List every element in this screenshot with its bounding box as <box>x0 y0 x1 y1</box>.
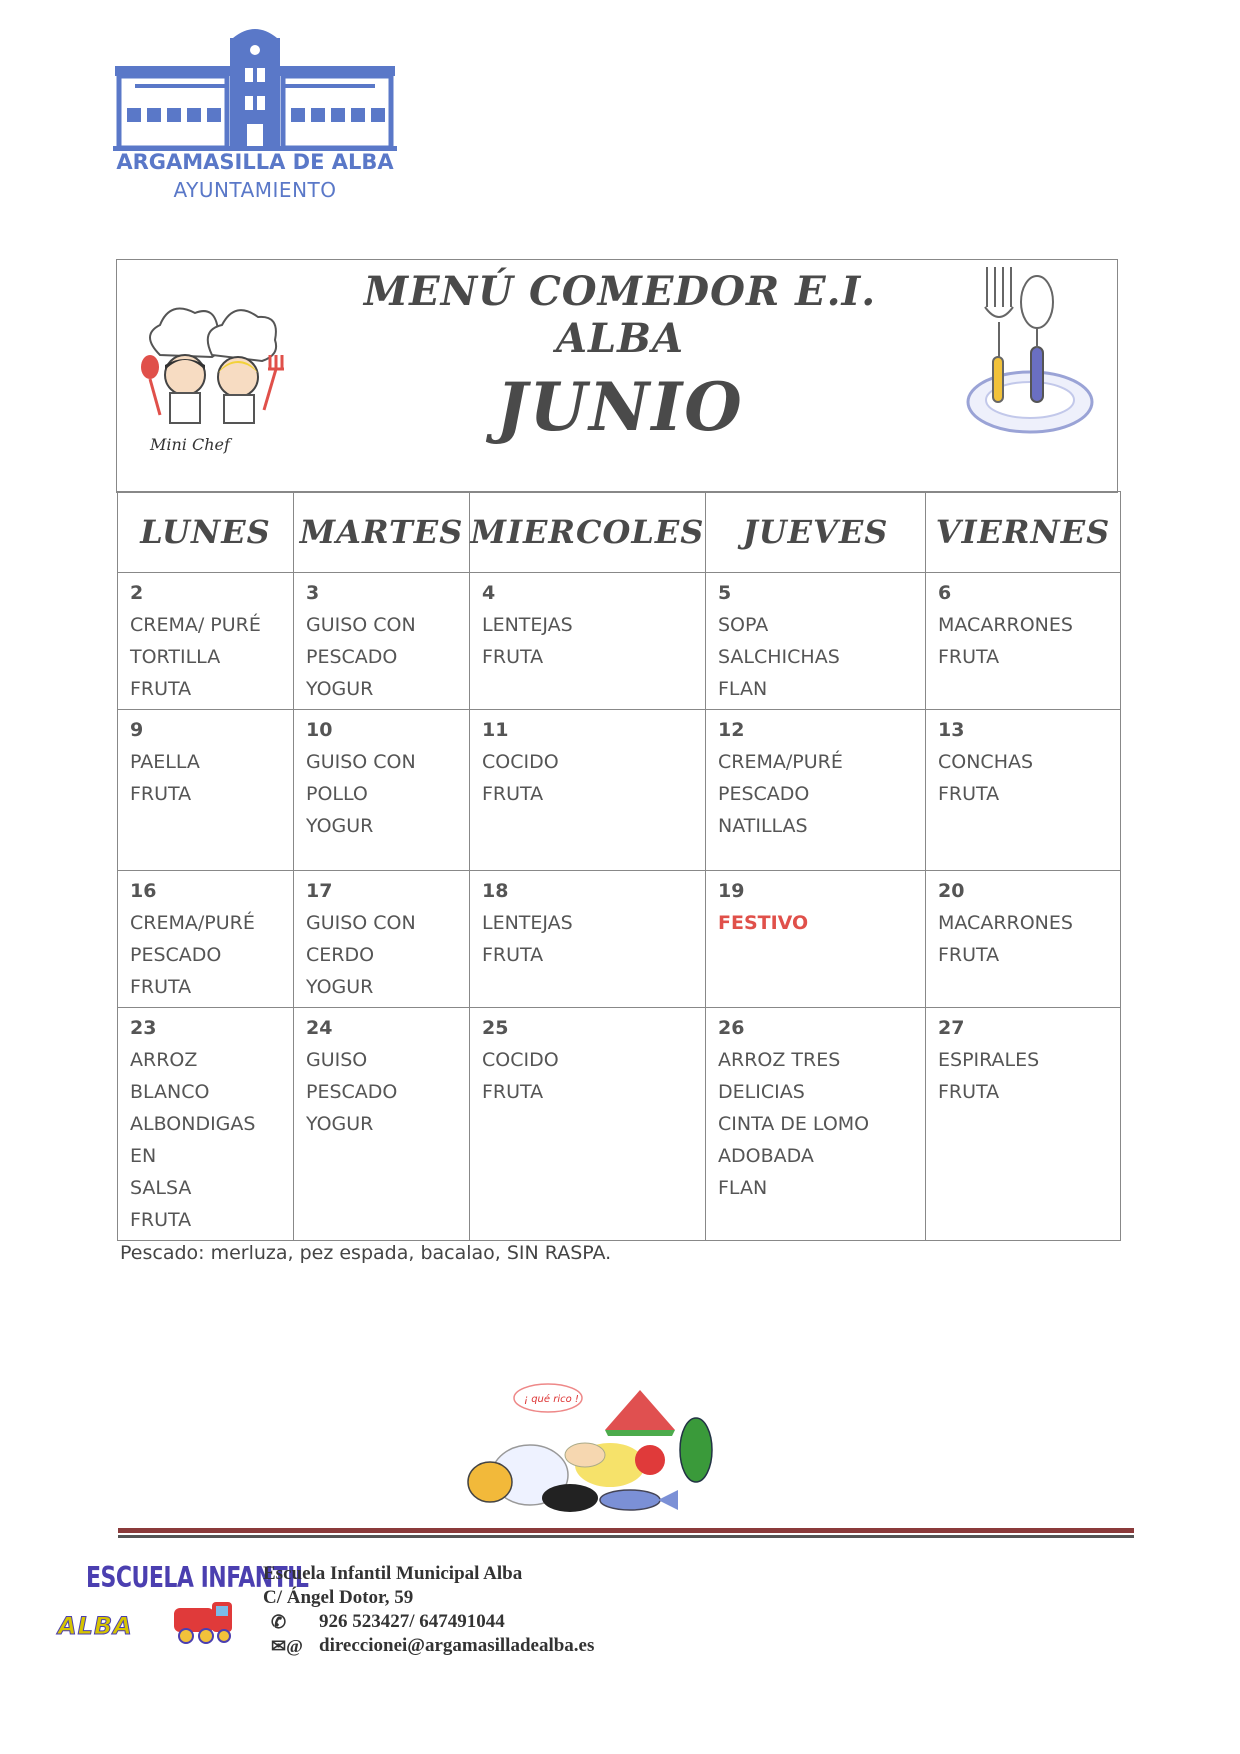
menu-item: YOGUR <box>306 1113 374 1135</box>
day-number: 25 <box>482 1017 509 1039</box>
day-number: 17 <box>306 880 333 902</box>
phone-number: 926 523427/ 647491044 <box>319 1611 505 1632</box>
day-cell <box>926 573 1120 677</box>
week-row <box>118 1008 1121 1241</box>
mini-chef-caption: Mini Chef <box>150 435 230 454</box>
day-number: 18 <box>482 880 509 902</box>
day-cell <box>470 1008 705 1112</box>
menu-item: MACARRONES <box>938 614 1073 636</box>
day-number: 24 <box>306 1017 333 1039</box>
menu-item: YOGUR <box>306 976 374 998</box>
day-number: 27 <box>938 1017 965 1039</box>
menu-item: CERDO <box>306 944 375 966</box>
day-number: 13 <box>938 719 965 741</box>
menu-item: YOGUR <box>306 678 374 700</box>
menu-item: POLLO <box>306 783 368 805</box>
school-address: C/ Ángel Dotor, 59 <box>263 1587 414 1608</box>
day-cell <box>926 871 1120 975</box>
weekday-header: MIERCOLES <box>470 492 706 573</box>
school-logo-alba: ALBA <box>58 1612 133 1640</box>
menu-item: YOGUR <box>306 815 374 837</box>
menu-title: MENÚ COMEDOR E.I. ALBA <box>363 268 877 362</box>
day-number: 11 <box>482 719 509 741</box>
footer-divider <box>118 1535 1134 1538</box>
day-cell <box>294 573 469 709</box>
menu-item: CONCHAS <box>938 751 1034 773</box>
day-cell <box>926 710 1120 814</box>
day-cell <box>118 573 293 709</box>
day-cell <box>706 710 925 846</box>
menu-item: COCIDO <box>482 1049 559 1071</box>
day-cell <box>294 1008 469 1144</box>
menu-item: LENTEJAS <box>482 912 573 934</box>
day-number: 20 <box>938 880 965 902</box>
org-name: ARGAMASILLA DE ALBA <box>116 150 394 174</box>
menu-item: ALBONDIGAS EN <box>130 1113 256 1167</box>
menu-item: PESCADO <box>718 783 810 805</box>
menu-item: MACARRONES <box>938 912 1073 934</box>
phone-row <box>263 1610 594 1634</box>
menu-item: FRUTA <box>938 944 1000 966</box>
menu-item: FRUTA <box>130 976 192 998</box>
menu-item: FLAN <box>718 1177 768 1199</box>
menu-item: ESPIRALES <box>938 1049 1040 1071</box>
day-cell <box>470 573 705 677</box>
day-number: 9 <box>130 719 144 741</box>
menu-item: DELICIAS <box>718 1081 805 1103</box>
day-number: 4 <box>482 582 496 604</box>
email-row <box>263 1634 594 1658</box>
day-cell <box>118 710 293 814</box>
fork-spoon-plate-icon <box>955 262 1095 442</box>
day-number: 2 <box>130 582 144 604</box>
weekday-header: VIERNES <box>926 492 1121 573</box>
menu-item: NATILLAS <box>718 815 808 837</box>
menu-item: SOPA <box>718 614 769 636</box>
school-logo-text: ESCUELA INFANTIL <box>86 1562 309 1595</box>
menu-item: CINTA DE LOMO <box>718 1113 870 1135</box>
day-number: 26 <box>718 1017 745 1039</box>
day-number: 16 <box>130 880 157 902</box>
food-bubble-text: ¡ qué rico ! <box>524 1394 579 1405</box>
menu-item: LENTEJAS <box>482 614 573 636</box>
menu-item: GUISO CON <box>306 751 416 773</box>
phone-icon: ✆ <box>271 1612 287 1632</box>
food-illustration <box>460 1380 730 1530</box>
menu-item: FRUTA <box>482 944 544 966</box>
day-cell <box>294 710 469 846</box>
menu-item: CREMA/ PURÉ <box>130 614 261 636</box>
footer-divider <box>118 1528 1134 1533</box>
week-row <box>118 710 1121 871</box>
menu-item: SALSA <box>130 1177 192 1199</box>
menu-item: PESCADO <box>306 646 398 668</box>
menu-item: SALCHICHAS <box>718 646 840 668</box>
menu-item: FRUTA <box>130 678 192 700</box>
menu-item: FRUTA <box>482 1081 544 1103</box>
menu-item: ARROZ TRES <box>718 1049 841 1071</box>
menu-item: FRUTA <box>938 646 1000 668</box>
menu-item: PAELLA <box>130 751 200 773</box>
day-cell <box>294 871 469 1007</box>
day-number: 3 <box>306 582 320 604</box>
weekday-header: JUEVES <box>706 492 926 573</box>
day-number: 12 <box>718 719 745 741</box>
menu-item: CREMA/PURÉ <box>130 912 255 934</box>
menu-item: ARROZ BLANCO <box>130 1049 210 1103</box>
day-cell <box>926 1008 1120 1112</box>
day-cell <box>706 1008 925 1208</box>
menu-item: GUISO CON <box>306 912 416 934</box>
menu-item: COCIDO <box>482 751 559 773</box>
menu-item: FRUTA <box>482 783 544 805</box>
email-icon: ✉@ <box>271 1636 303 1656</box>
week-row <box>118 871 1121 1008</box>
day-number: 10 <box>306 719 333 741</box>
org-subtitle: AYUNTAMIENTO <box>173 178 337 202</box>
weekday-header: LUNES <box>118 492 294 573</box>
day-cell <box>706 573 925 709</box>
day-number: 5 <box>718 582 732 604</box>
menu-item: GUISO PESCADO <box>306 1049 398 1103</box>
menu-item: CREMA/PURÉ <box>718 751 843 773</box>
email-address[interactable]: direccionei@argamasilladealba.es <box>319 1635 595 1656</box>
menu-table <box>117 491 1121 1241</box>
menu-item: TORTILLA <box>130 646 221 668</box>
menu-item: FRUTA <box>938 1081 1000 1103</box>
day-cell <box>470 871 705 975</box>
fish-note: Pescado: merluza, pez espada, bacalao, SIN RASPA. <box>120 1242 612 1264</box>
mini-chef-illustration <box>130 295 290 465</box>
menu-item: FRUTA <box>130 783 192 805</box>
day-cell <box>118 1008 293 1240</box>
day-number: 6 <box>938 582 952 604</box>
school-name: Escuela Infantil Municipal Alba <box>263 1563 523 1584</box>
menu-item: FLAN <box>718 678 768 700</box>
menu-item: GUISO CON <box>306 614 416 636</box>
day-number: 23 <box>130 1017 157 1039</box>
day-number: 19 <box>718 880 745 902</box>
menu-item: FRUTA <box>938 783 1000 805</box>
day-cell <box>118 871 293 1007</box>
menu-item: ADOBADA <box>718 1145 814 1167</box>
week-row <box>118 573 1121 710</box>
holiday-label: FESTIVO <box>718 912 809 934</box>
menu-month: JUNIO <box>496 368 744 446</box>
menu-item: FRUTA <box>130 1209 192 1231</box>
train-icon <box>164 1596 244 1646</box>
weekday-header-row <box>118 492 1121 573</box>
day-cell <box>470 710 705 814</box>
contact-block <box>263 1562 594 1658</box>
weekday-header: MARTES <box>294 492 470 573</box>
menu-item: FRUTA <box>482 646 544 668</box>
menu-item: PESCADO <box>130 944 222 966</box>
day-cell <box>706 871 925 943</box>
